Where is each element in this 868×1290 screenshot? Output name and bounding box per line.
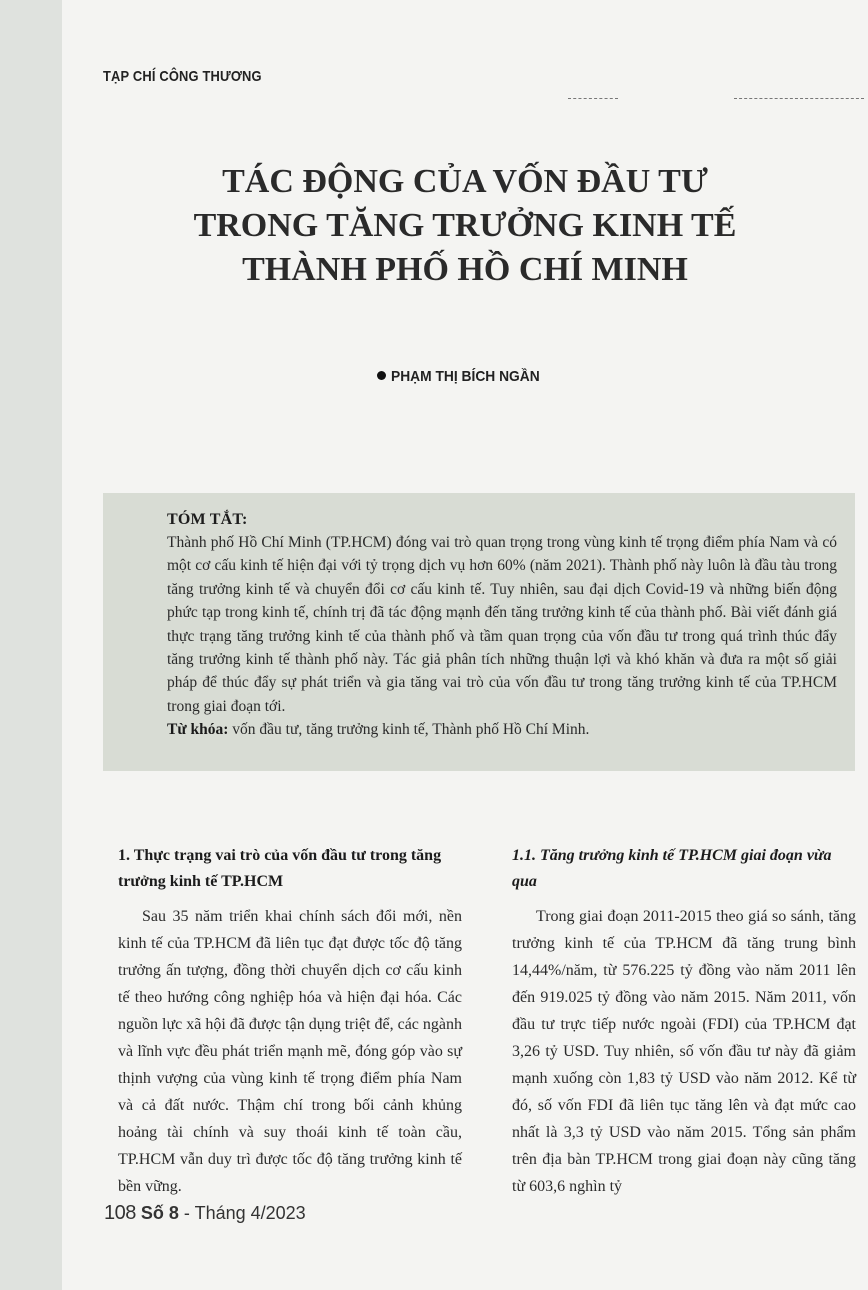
keywords-text: vốn đầu tư, tăng trưởng kinh tế, Thành phố Hồ Chí Minh. [228, 721, 590, 739]
right-column [512, 843, 856, 1200]
body-paragraph: Trong giai đoạn 2011-2015 theo giá so sánh, tăng trưởng kinh tế của TP.HCM đã tăng trung bình 14,44%/năm, từ 576.225 tỷ đồng vào năm 2011 lên đến 919.025 tỷ đồng vào năm 2015. Năm 2011, vốn đầu tư trực tiếp nước ngoài (FDI) của TP.HCM đạt 3,26 tỷ USD. Tuy nhiên, số vốn đầu tư này đã giảm mạnh xuống còn 1,83 tỷ USD vào năm 2012. Kể từ đó, số vốn FDI đã liên tục tăng lên và đạt mức cao nhất là 3,3 tỷ USD vào năm 2015. Tổng sản phẩm trên địa bàn TP.HCM trong giai đoạn này cũng tăng từ 603,6 nghìn tỷ [512, 908, 856, 1195]
abstract-body: Thành phố Hồ Chí Minh (TP.HCM) đóng vai trò quan trọng trong vùng kinh tế trọng điểm phía Nam và có một cơ cấu kinh tế hiện đại với tỷ trọng dịch vụ hơn 60% (năm 2021). Thành phố này luôn là đầu tàu trong tăng trưởng kinh tế và chuyển đổi cơ cấu kinh tế. Tuy nhiên, sau đại dịch Covid-19 và những biến động phức tạp trong kinh tế, chính trị đã tác động mạnh đến tăng trưởng kinh tế của thành phố. Bài viết đánh giá thực trạng tăng trưởng kinh tế của thành phố và tầm quan trọng của vốn đầu tư trong quá trình thúc đẩy tăng trưởng kinh tế thành phố này. Tác giả phân tích những thuận lợi và khó khăn và đưa ra một số giải pháp để thúc đẩy sự phát triển và gia tăng vai trò của vốn đầu tư trong tăng trưởng kinh tế của TP.HCM trong giai đoạn tới. [167, 534, 837, 715]
issue-number: Số 8 [140, 1203, 179, 1223]
keywords-label: Từ khóa: [167, 721, 229, 739]
header-rule [568, 98, 618, 99]
section-heading: 1. Thực trạng vai trò của vốn đầu tư trong tăng trưởng kinh tế TP.HCM [118, 847, 442, 890]
keywords-line [167, 718, 837, 741]
author-name: PHẠM THỊ BÍCH NGẦN [391, 368, 540, 385]
title-line: THÀNH PHỐ HỒ CHÍ MINH [242, 251, 688, 288]
page-number: 108 [104, 1202, 136, 1224]
abstract-heading: TÓM TẮT: [167, 511, 248, 528]
bullet-icon [377, 371, 386, 380]
issue-date: Tháng 4/2023 [194, 1203, 306, 1223]
journal-name: TẠP CHÍ CÔNG THƯƠNG [103, 68, 262, 85]
subsection-heading: 1.1. Tăng trưởng kinh tế TP.HCM giai đoạn vừa qua [512, 847, 832, 890]
abstract-box [103, 493, 855, 771]
page-sidebar-band [0, 0, 62, 1290]
footer-separator: - [178, 1203, 195, 1223]
page-footer [104, 1202, 306, 1225]
body-paragraph: Sau 35 năm triển khai chính sách đổi mới, nền kinh tế của TP.HCM đã liên tục đạt được tốc độ tăng trưởng ấn tượng, đồng thời chuyển dịch cơ cấu kinh tế theo hướng công nghiệp hóa và hiện đại hóa. Các nguồn lực xã hội đã được tận dụng triệt để, các ngành và lĩnh vực đều phát triển mạnh mẽ, đóng góp vào sự thịnh vượng của vùng kinh tế trọng điểm phía Nam và cả đất nước. Thậm chí trong bối cảnh khủng hoảng tài chính và suy thoái kinh tế toàn cầu, TP.HCM vẫn duy trì được tốc độ tăng trưởng kinh tế bền vững. [118, 908, 462, 1195]
article-title [62, 160, 868, 292]
header-rule [734, 98, 864, 99]
title-line: TÁC ĐỘNG CỦA VỐN ĐẦU TƯ [222, 163, 708, 200]
author-line [62, 368, 868, 385]
left-column [118, 843, 462, 1200]
title-line: TRONG TĂNG TRƯỞNG KINH TẾ [193, 207, 737, 244]
